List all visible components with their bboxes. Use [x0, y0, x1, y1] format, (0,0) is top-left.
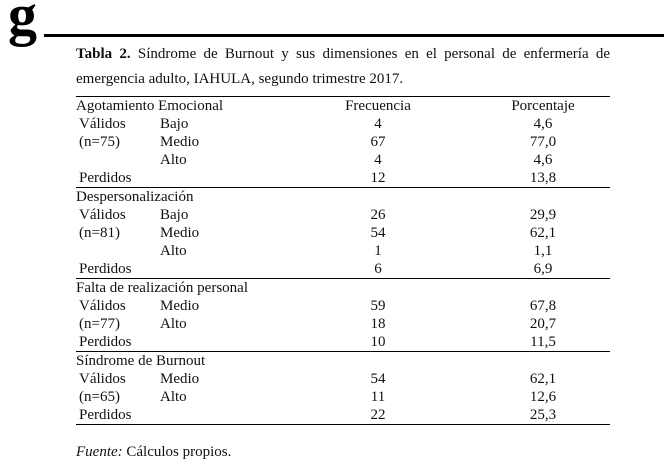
- row-label: Válidos: [79, 371, 126, 387]
- row-porcentaje: 29,9: [529, 207, 557, 223]
- row-level: Medio: [160, 225, 200, 241]
- row-frecuencia: 59: [370, 298, 386, 314]
- section-title: Síndrome de Burnout: [76, 352, 610, 371]
- journal-logo: g: [8, 0, 37, 47]
- row-frecuencia: 4: [374, 116, 382, 132]
- row-frecuencia: 54: [370, 225, 386, 241]
- row-label: [76, 151, 160, 169]
- row-frecuencia: 18: [370, 316, 386, 332]
- caption-label: Tabla 2.: [76, 46, 131, 62]
- row-label: (n=77): [79, 316, 120, 332]
- table-row: [76, 224, 610, 242]
- table-row: [76, 260, 610, 279]
- row-label: Perdidos: [76, 406, 160, 425]
- row-frecuencia: 67: [370, 134, 386, 150]
- caption-text: Síndrome de Burnout y sus dimensiones en el personal de enfermería de emergencia adulto, IAHULA, segundo trimestre 2017.: [76, 46, 611, 87]
- row-level: Alto: [160, 389, 187, 405]
- row-porcentaje: 13,8: [529, 170, 557, 186]
- row-frecuencia: 4: [374, 152, 382, 168]
- table-row: [76, 169, 610, 188]
- row-level: [160, 169, 280, 188]
- row-frecuencia: 10: [370, 334, 386, 350]
- table-header-row: [76, 97, 610, 116]
- row-porcentaje: 6,9: [533, 261, 553, 277]
- row-porcentaje: 62,1: [529, 225, 557, 241]
- row-level: [160, 260, 280, 279]
- row-label: Válidos: [79, 207, 126, 223]
- row-porcentaje: 1,1: [533, 243, 553, 259]
- row-label: Perdidos: [79, 334, 132, 350]
- table-footnote: [76, 444, 231, 460]
- table-row: [76, 151, 610, 169]
- row-frecuencia: 26: [370, 207, 386, 223]
- section-title: Despersonalización: [76, 188, 610, 207]
- row-level: Alto: [160, 316, 187, 332]
- row-level: Alto: [160, 243, 187, 259]
- row-porcentaje: 62,1: [529, 371, 557, 387]
- burnout-table: [76, 96, 610, 425]
- row-level: Alto: [160, 152, 187, 168]
- header-rule: [44, 34, 664, 37]
- row-porcentaje: 4,6: [533, 152, 553, 168]
- footnote-label: Fuente:: [76, 444, 123, 460]
- row-label: Perdidos: [79, 261, 132, 277]
- table-row: [76, 370, 610, 388]
- row-porcentaje: 77,0: [529, 134, 557, 150]
- table-row: [76, 333, 610, 352]
- section-title: Agotamiento Emocional: [76, 97, 280, 116]
- row-label: Perdidos: [79, 170, 132, 186]
- table-row: [76, 388, 610, 406]
- table-row: [76, 206, 610, 224]
- row-porcentaje: 20,7: [529, 316, 557, 332]
- column-header-porcentaje: Porcentaje: [476, 97, 610, 116]
- row-frecuencia: 12: [370, 170, 386, 186]
- footnote-text: Cálculos propios.: [126, 444, 232, 460]
- section-title: Falta de realización personal: [76, 279, 610, 298]
- row-porcentaje: 25,3: [476, 406, 610, 425]
- row-level: Bajo: [160, 207, 189, 223]
- table-row: [76, 315, 610, 333]
- row-label: Válidos: [79, 116, 126, 132]
- table-row: [76, 115, 610, 133]
- row-label: Válidos: [79, 298, 126, 314]
- row-label: (n=65): [79, 389, 120, 405]
- table-row: [76, 133, 610, 151]
- row-frecuencia: 22: [280, 406, 476, 425]
- row-frecuencia: 1: [374, 243, 382, 259]
- row-porcentaje: 11,5: [530, 334, 556, 350]
- row-level: Bajo: [160, 116, 189, 132]
- row-level: Medio: [160, 134, 200, 150]
- row-label: (n=75): [79, 134, 120, 150]
- row-level: [160, 406, 280, 425]
- table-caption: [76, 42, 610, 92]
- row-level: [160, 333, 280, 352]
- row-level: Medio: [160, 298, 200, 314]
- table-row: [76, 242, 610, 260]
- table-row: [76, 297, 610, 315]
- row-frecuencia: 54: [370, 371, 386, 387]
- section-header-row: [76, 188, 610, 207]
- row-porcentaje: 67,8: [529, 298, 557, 314]
- column-header-frecuencia: Frecuencia: [280, 97, 476, 116]
- row-label: (n=81): [79, 225, 120, 241]
- section-header-row: [76, 279, 610, 298]
- row-frecuencia: 6: [374, 261, 382, 277]
- row-porcentaje: 12,6: [529, 389, 557, 405]
- row-porcentaje: 4,6: [533, 116, 553, 132]
- table-row: [76, 406, 610, 425]
- row-frecuencia: 11: [370, 389, 386, 405]
- row-label: [76, 242, 160, 260]
- section-header-row: [76, 352, 610, 371]
- row-level: Medio: [160, 371, 200, 387]
